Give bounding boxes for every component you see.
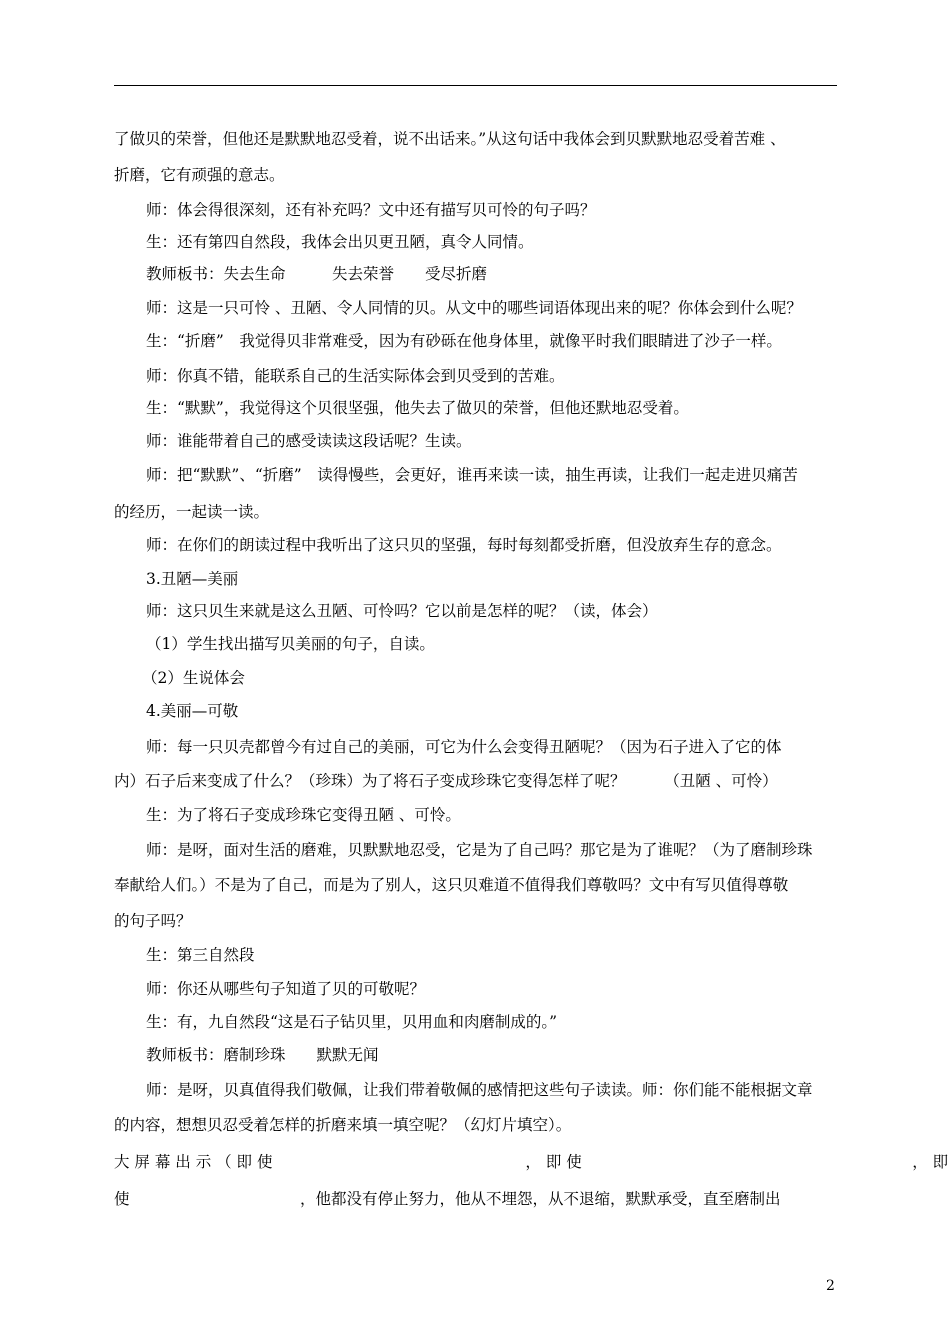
text-line: 师：谁能带着自己的感受读读这段话呢？生读。: [146, 432, 472, 450]
text-line: 折磨，它有顽强的意志。: [114, 166, 285, 184]
text-line: 生：第三自然段: [146, 946, 255, 964]
text-line: 大 屏 幕 出 示 （ 即 使 ， 即 使 ， 即: [114, 1153, 949, 1171]
text-line: 生：为了将石子变成珍珠它变得丑陋 、可怜。: [146, 806, 461, 824]
text-line: 师：这是一只可怜 、丑陋、令人同情的贝。从文中的哪些词语体现出来的呢？你体会到什么呢？: [146, 299, 802, 317]
section-heading: 3.丑陋—美丽: [146, 570, 239, 588]
text-line: 生：还有第四自然段，我体会出贝更丑陋，真令人同情。: [146, 233, 534, 251]
text-line: 了做贝的荣誉，但他还是默默地忍受着，说不出话来。”从这句话中我体会到贝默默地忍受着苦难 、: [114, 130, 786, 148]
text-line: 生：“折磨” 我觉得贝非常难受，因为有砂砾在他身体里，就像平时我们眼睛进了沙子一样。: [146, 332, 782, 350]
text-line: （2）生说体会: [142, 669, 245, 687]
section-heading: 4.美丽—可敬: [146, 702, 239, 720]
page-number: 2: [826, 1278, 835, 1294]
text-line: 教师板书：失去生命 失去荣誉 受尽折磨: [146, 265, 488, 283]
header-rule: [114, 85, 837, 86]
text-line: 奉献给人们。）不是为了自己，而是为了别人，这只贝难道不值得我们尊敬吗？文中有写贝值得尊敬: [114, 876, 789, 894]
text-line: 师：把“默默”、“折磨” 读得慢些，会更好，谁再来读一读，抽生再读，让我们一起走进贝痛苦: [146, 466, 798, 484]
text-line: 的经历，一起读一读。: [114, 503, 270, 521]
text-line: 师：体会得很深刻，还有补充吗？文中还有描写贝可怜的句子吗？: [146, 201, 596, 219]
text-line: 生：“默默”，我觉得这个贝很坚强，他失去了做贝的荣誉，但他还默地忍受着。: [146, 399, 689, 417]
text-line: 师：在你们的朗读过程中我听出了这只贝的坚强，每时每刻都受折磨，但没放弃生存的意念。: [146, 536, 782, 554]
text-line: 师：这只贝生来就是这么丑陋、可怜吗？它以前是怎样的呢？（读，体会）: [146, 602, 658, 620]
text-line: 师：是呀，贝真值得我们敬佩，让我们带着敬佩的感情把这些句子读读。师：你们能不能根据文章: [146, 1081, 813, 1099]
text-line: 师：每一只贝壳都曾今有过自己的美丽，可它为什么会变得丑陋呢？（因为石子进入了它的体: [146, 738, 782, 756]
text-line: 的句子吗？: [114, 912, 192, 930]
text-line: （1）学生找出描写贝美丽的句子，自读。: [146, 635, 435, 653]
text-line: 教师板书：磨制珍珠 默默无闻: [146, 1046, 379, 1064]
text-line: 师：你还从哪些句子知道了贝的可敬呢？: [146, 980, 426, 998]
text-line: 师：你真不错，能联系自己的生活实际体会到贝受到的苦难。: [146, 367, 565, 385]
text-line: 师：是呀，面对生活的磨难，贝默默地忍受，它是为了自己吗？那它是为了谁呢？（为了磨制珍珠: [146, 841, 813, 859]
text-line: 的内容，想想贝忍受着怎样的折磨来填一填空呢？（幻灯片填空）。: [114, 1116, 572, 1134]
text-line: 生：有，九自然段“这是石子钻贝里，贝用血和肉磨制成的。”: [146, 1013, 558, 1031]
text-line: 使 ，他都没有停止努力，他从不埋怨，从不退缩，默默承受，直至磨制出: [114, 1190, 781, 1208]
text-line: 内）石子后来变成了什么？（珍珠）为了将石子变成珍珠它变得怎样了呢？ （丑陋 、可怜）: [114, 772, 778, 790]
